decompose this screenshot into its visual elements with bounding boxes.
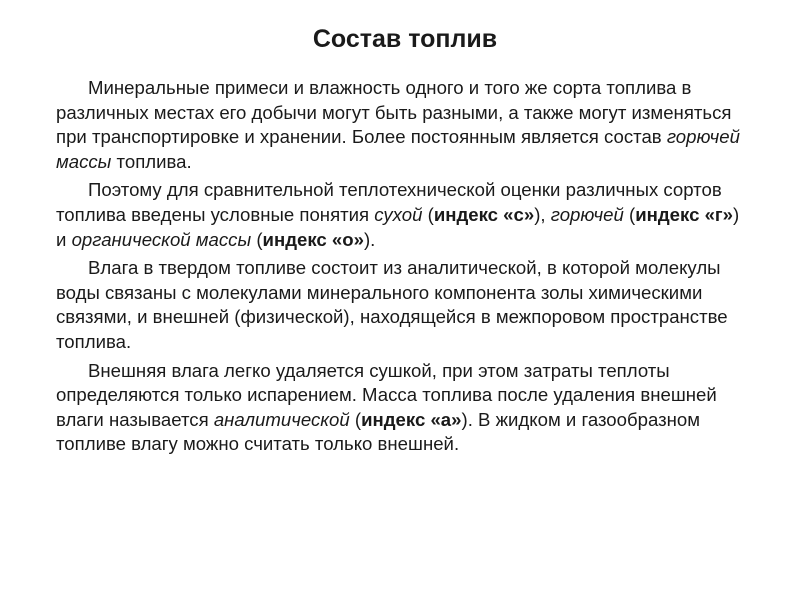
term-analytical: аналитической — [213, 408, 350, 430]
text-run: ). — [363, 228, 376, 250]
index-organic: индекс «о» — [262, 228, 364, 250]
paragraph-fuel-composition — [56, 76, 754, 174]
text-run: ) и — [56, 203, 740, 250]
term-combustible: горючей — [550, 203, 624, 225]
paragraph-conditional-masses — [56, 178, 754, 252]
term-combustible-mass: горючей массы — [56, 126, 740, 172]
index-dry: индекс «с» — [433, 203, 535, 225]
term-organic-mass: органической массы — [71, 228, 252, 250]
text-run: топлива. — [111, 150, 192, 172]
term-dry: сухой — [374, 203, 423, 225]
index-combustible: индекс «г» — [635, 203, 734, 225]
text-run: Внешняя влага легко удаляется сушкой, при этом затраты теплоты определяются только испарением. Масса топлива после удаления внешней влаги называется — [56, 359, 717, 430]
text-run: Минеральные примеси и влажность одного и того же сорта топлива в различных местах его добычи могут быть разными, а также могут изменяться при транспортировке и хранении. Более постоянным является состав — [56, 77, 732, 148]
text-run: ( — [349, 408, 362, 430]
text-run: ( — [422, 203, 434, 225]
text-run: ). В жидком и газообразном топливе влагу можно считать только внешней. — [56, 408, 700, 455]
slide-title: Состав топлив — [312, 25, 498, 53]
text-run: ( — [251, 228, 263, 250]
paragraph-moisture-solid-fuel — [56, 256, 754, 354]
text-run: ( — [623, 203, 636, 225]
text-run: Влага в твердом топливе состоит из аналитической, в которой молекулы воды связаны с молекулами минерального компонента золы химическими связями, и внешней (физической), находящейся в межпоровом пространстве топлива. — [56, 257, 728, 352]
paragraph-external-moisture — [56, 359, 754, 457]
text-run: Поэтому для сравнительной теплотехнической оценки различных сортов топлива введены условные понятия — [56, 179, 722, 225]
text-run: ), — [534, 203, 551, 225]
index-analytical: индекс «а» — [361, 408, 462, 430]
